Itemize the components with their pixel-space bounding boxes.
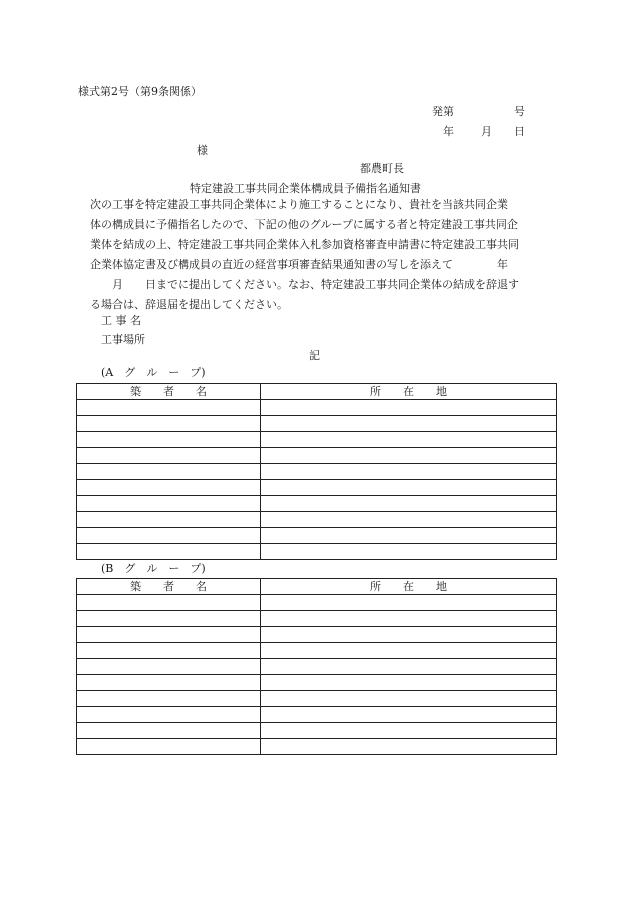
table-row	[77, 400, 557, 416]
table-row	[77, 464, 557, 480]
body-text-line: 体の構成員に予備指名したので、下記の他のグループに属する者と特定建設工事共同企	[90, 218, 518, 231]
location-header: 所 在 地	[261, 384, 557, 400]
table-row	[77, 595, 557, 611]
location-cell[interactable]	[261, 723, 557, 739]
table-row	[77, 611, 557, 627]
builder-name-cell[interactable]	[77, 512, 261, 528]
builder-name-cell[interactable]	[77, 659, 261, 675]
body-text-line: 業体を結成の上、特定建設工事共同企業体入札参加資格審査申請書に特定建設工事共同	[90, 238, 519, 251]
location-cell[interactable]	[261, 432, 557, 448]
location-cell[interactable]	[261, 627, 557, 643]
table-row	[77, 627, 557, 643]
location-cell[interactable]	[261, 707, 557, 723]
builder-name-cell[interactable]	[77, 707, 261, 723]
date-month-label: 月	[481, 125, 492, 138]
table-row	[77, 432, 557, 448]
location-cell[interactable]	[261, 448, 557, 464]
document-title: 特定建設工事共同企業体構成員予備指名通知書	[190, 182, 421, 195]
builder-name-cell[interactable]	[77, 643, 261, 659]
builder-name-header: 築 者 名	[77, 579, 261, 595]
location-header: 所 在 地	[261, 579, 557, 595]
group-a-table	[76, 383, 557, 560]
issue-number-suffix: 号	[514, 105, 525, 118]
table-row	[77, 480, 557, 496]
builder-name-cell[interactable]	[77, 480, 261, 496]
builder-name-cell[interactable]	[77, 496, 261, 512]
location-cell[interactable]	[261, 643, 557, 659]
work-name-label: 工 事 名	[101, 314, 141, 327]
table-row	[77, 544, 557, 560]
location-cell[interactable]	[261, 739, 557, 755]
ki-heading: 記	[309, 349, 320, 362]
location-cell[interactable]	[261, 611, 557, 627]
location-cell[interactable]	[261, 675, 557, 691]
table-row	[77, 675, 557, 691]
group-a-label: (A グ ル ー プ)	[101, 366, 206, 379]
body-text-line: る場合は、辞退届を提出してください。	[90, 298, 288, 311]
table-header-row	[77, 579, 557, 595]
group-b-table	[76, 578, 557, 755]
builder-name-header: 築 者 名	[77, 384, 261, 400]
table-row	[77, 739, 557, 755]
location-cell[interactable]	[261, 416, 557, 432]
builder-name-cell[interactable]	[77, 739, 261, 755]
table-row	[77, 416, 557, 432]
builder-name-cell[interactable]	[77, 432, 261, 448]
location-cell[interactable]	[261, 480, 557, 496]
addressee-honorific: 様	[197, 144, 208, 157]
table-row	[77, 643, 557, 659]
table-row	[77, 512, 557, 528]
form-number: 様式第2号（第9条関係）	[78, 85, 202, 98]
builder-name-cell[interactable]	[77, 595, 261, 611]
builder-name-cell[interactable]	[77, 416, 261, 432]
builder-name-cell[interactable]	[77, 544, 261, 560]
location-cell[interactable]	[261, 496, 557, 512]
body-text-line: 月 日までに提出してください。なお、特定建設工事共同企業体の結成を辞退す	[90, 278, 519, 291]
builder-name-cell[interactable]	[77, 723, 261, 739]
builder-name-cell[interactable]	[77, 464, 261, 480]
builder-name-cell[interactable]	[77, 400, 261, 416]
builder-name-cell[interactable]	[77, 528, 261, 544]
builder-name-cell[interactable]	[77, 448, 261, 464]
table-header-row	[77, 384, 557, 400]
table-row	[77, 496, 557, 512]
body-text-line: 次の工事を特定建設工事共同企業体により施工することになり、貴社を当該共同企業	[90, 198, 508, 211]
group-b-label: (B グ ル ー プ)	[101, 562, 206, 575]
location-cell[interactable]	[261, 400, 557, 416]
issue-number-label: 発第	[432, 105, 454, 118]
location-cell[interactable]	[261, 512, 557, 528]
date-year-label: 年	[443, 125, 454, 138]
location-cell[interactable]	[261, 544, 557, 560]
table-row	[77, 707, 557, 723]
sender-name: 都農町長	[360, 162, 404, 175]
builder-name-cell[interactable]	[77, 611, 261, 627]
date-day-label: 日	[514, 125, 525, 138]
builder-name-cell[interactable]	[77, 675, 261, 691]
location-cell[interactable]	[261, 528, 557, 544]
body-text-line: 企業体協定書及び構成員の直近の経営事項審査結果通知書の写しを添えて 年	[90, 258, 508, 271]
table-row	[77, 691, 557, 707]
table-row	[77, 528, 557, 544]
table-row	[77, 723, 557, 739]
location-cell[interactable]	[261, 659, 557, 675]
builder-name-cell[interactable]	[77, 691, 261, 707]
builder-name-cell[interactable]	[77, 627, 261, 643]
work-place-label: 工事場所	[101, 333, 145, 346]
location-cell[interactable]	[261, 464, 557, 480]
table-row	[77, 448, 557, 464]
table-row	[77, 659, 557, 675]
location-cell[interactable]	[261, 595, 557, 611]
location-cell[interactable]	[261, 691, 557, 707]
